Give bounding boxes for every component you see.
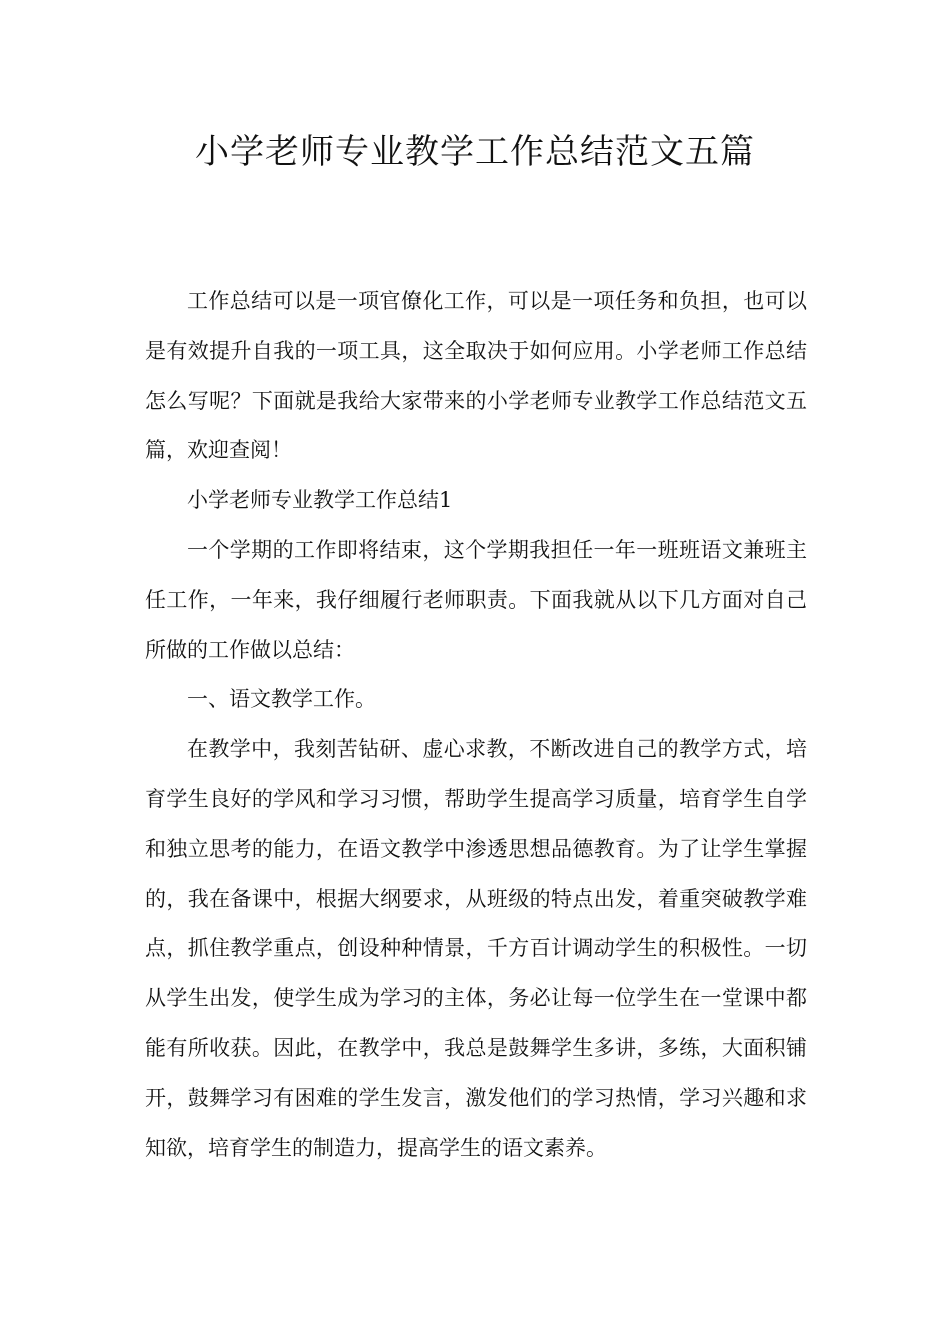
body-paragraph: 在教学中，我刻苦钻研、虚心求教，不断改进自己的教学方式，培育学生良好的学风和学习习惯，帮助学生提高学习质量，培育学生自学和独立思考的能力，在语文教学中渗透思想品德教育。为了让学生掌握的，我在备课中，根据大纲要求，从班级的特点出发，着重突破教学难点，抓住教学重点，创设种种情景，千方百计调动学生的积极性。一切从学生出发，使学生成为学习的主体，务必让每一位学生在一堂课中都能有所收获。因此，在教学中，我总是鼓舞学生多讲，多练，大面积铺开，鼓舞学习有困难的学生发言，激发他们的学习热情，学习兴趣和求知欲，培育学生的制造力，提高学生的语文素养。 xyxy=(145,737,807,1160)
document-body xyxy=(145,277,807,1173)
body-paragraph: 一个学期的工作即将结束，这个学期我担任一年一班班语文兼班主任工作，一年来，我仔细履行老师职责。下面我就从以下几方面对自己所做的工作做以总结： xyxy=(145,537,807,662)
subsection-heading: 一、语文教学工作。 xyxy=(187,687,376,712)
section-heading: 小学老师专业教学工作总结1 xyxy=(187,488,453,513)
intro-paragraph: 工作总结可以是一项官僚化工作，可以是一项任务和负担，也可以是有效提升自我的一项工具，这全取决于如何应用。小学老师工作总结怎么写呢？下面就是我给大家带来的小学老师专业教学工作总结范文五篇，欢迎查阅！ xyxy=(145,289,807,463)
document-title: 小学老师专业教学工作总结范文五篇 xyxy=(195,132,755,172)
